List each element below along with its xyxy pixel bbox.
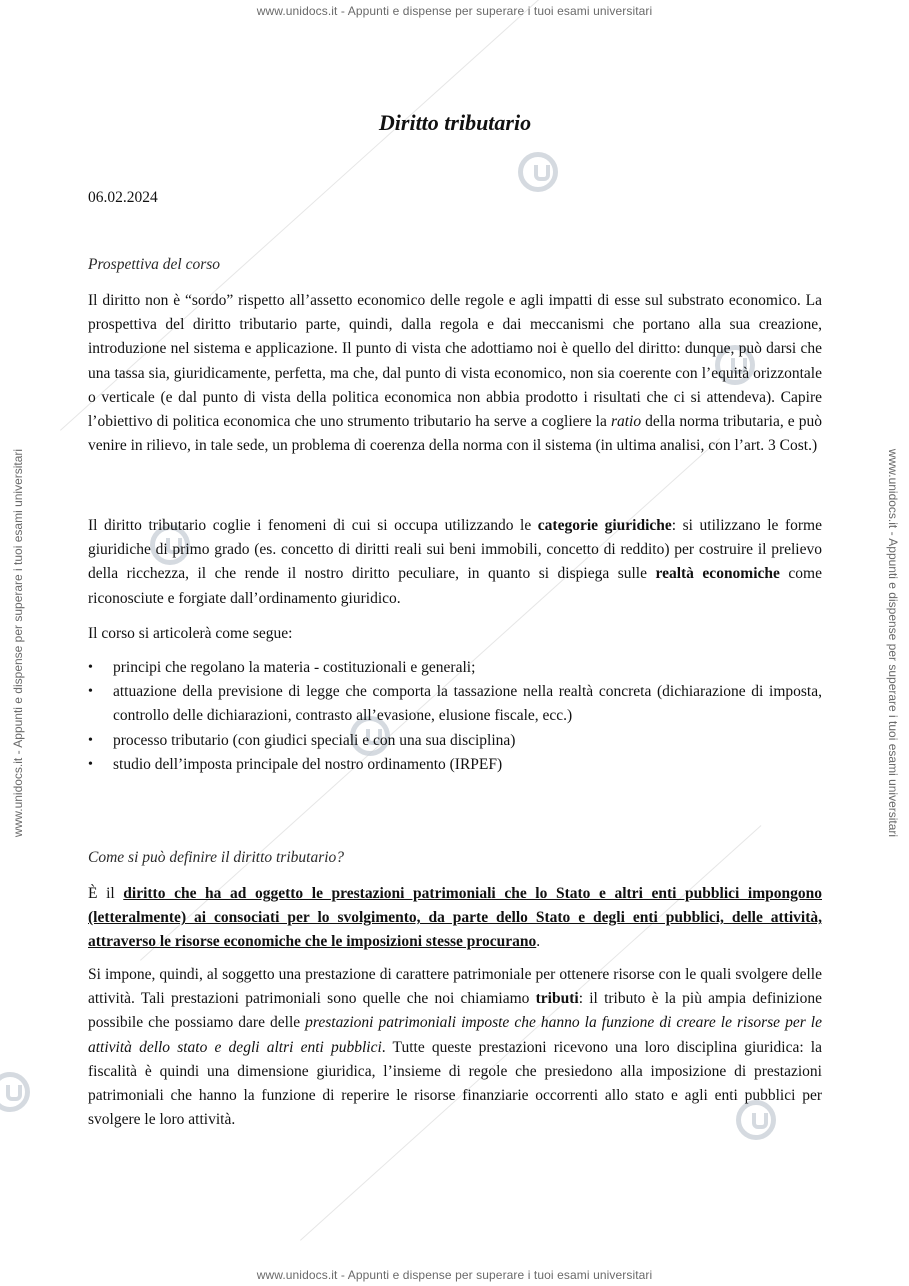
list-item: • attuazione della previsione di legge che comporta la tassazione nella realtà concreta (dichiarazione di imposta, controllo delle dichiarazioni, contrasto all’evasione, elusione fiscale, ecc.) (88, 680, 822, 728)
watermark-logo-icon (0, 1072, 30, 1112)
watermark-left: www.unidocs.it - Appunti e dispense per superare i tuoi esami universitari (11, 448, 25, 838)
paragraph-text: È il (88, 885, 124, 902)
paragraph-text: della norma tributaria, e può venire in rilievo, in tale sede, un problema di coerenza della norma con il sistema (in ultima analisi, con l’art. 3 Cost.) (88, 413, 822, 455)
watermark-logo-icon (518, 152, 558, 192)
paragraph-text: Il diritto non è “sordo” rispetto all’assetto economico delle regole e agli impatti di esse sul substrato economico. La prospettiva del diritto tributario parte, quindi, dalla regola e dai meccanismi che portano alla sua creazione, introduzione nel sistema e applicazione. Il punto di vista che adottiamo noi è quello del diritto: dunque, può darsi che una tassa sia, giuridicamente, perfetta, ma che, dal punto di vista economico, non sia coerente con l’equità orizzontale o verticale (e dal punto di vista della politica economica non abbia prodotto i risultati che ci si attendeva). Capire l’obiettivo di politica economica che uno strumento tributario ha serve a cogliere la (88, 292, 822, 431)
paragraph-text: . (536, 933, 541, 951)
paragraph-3 (88, 622, 822, 646)
paragraph-5 (88, 963, 822, 1132)
paragraph-text: : il tributo è la più ampia definizione possibile che possiamo dare delle (88, 990, 822, 1032)
paragraph-italic: prestazioni patrimoniali imposte che hanno la funzione di creare le risorse per le attività dello stato e degli altri enti pubblici (88, 1014, 822, 1056)
paragraph-bold: tributi (535, 990, 579, 1008)
paragraph-text: Si impone, quindi, al soggetto una prestazione di carattere patrimoniale per ottenere risorse con le quali svolgere delle attività. Tali prestazioni patrimoniali sono quelle che noi chiamiamo (88, 966, 822, 1008)
paragraph-text: . Tutte queste prestazioni ricevono una loro disciplina giuridica: la fiscalità è quindi una dimensione giuridica, l’insieme di regole che presiedono alla imposizione di prestazioni patrimoniali che hanno la funzione di reperire le risorse finanziarie occorrenti allo stato e agli enti pubblici per svolgere le loro attività. (88, 1038, 822, 1129)
page-title: Diritto tributario (378, 110, 532, 135)
paragraph-text: : si utilizzano le forme giuridiche di primo grado (es. concetto di diritti reali sui beni immobili, concetto di reddito) per costruire il prelievo della ricchezza, il che rende il nostro diritto peculiare, in quanto si dispiega sulle (88, 517, 822, 583)
paragraph-text: Il corso si articolerà come segue: (88, 625, 293, 642)
paragraph-4 (88, 882, 822, 955)
document-date: 06.02.2024 (88, 189, 158, 206)
section-heading: Prospettiva del corso (88, 256, 221, 273)
paragraph-2 (88, 514, 822, 611)
paragraph-1 (88, 289, 822, 458)
paragraph-bold: categorie giuridiche (537, 517, 672, 534)
paragraph-bold: realtà economiche (655, 565, 780, 583)
paragraph-text: Il diritto tributario coglie i fenomeni di cui si occupa utilizzando le (88, 517, 538, 534)
list-item: • processo tributario (con giudici speciali e con una sua disciplina) (88, 729, 822, 753)
bullet-list (88, 656, 822, 777)
paragraph-italic: ratio (610, 413, 642, 431)
watermark-top: www.unidocs.it - Appunti e dispense per superare i tuoi esami universitari (256, 4, 653, 18)
list-item: • principi che regolano la materia - costituzionali e generali; (88, 656, 822, 680)
watermark-right: www.unidocs.it - Appunti e dispense per superare i tuoi esami universitari (886, 448, 900, 838)
paragraph-underlined: diritto che ha ad oggetto le prestazioni patrimoniali che lo Stato e altri enti pubblici impongono (letteralmente) ai consociati per lo svolgimento, da parte dello Stato e degli enti pubblici, delle attività, attraverso le risorse economiche che le imposizioni stesse procurano (88, 885, 822, 951)
paragraph-text: come riconosciute e forgiate dall’ordinamento giuridico. (88, 565, 822, 607)
list-item: • studio dell’imposta principale del nostro ordinamento (IRPEF) (88, 753, 822, 777)
watermark-bottom: www.unidocs.it - Appunti e dispense per superare i tuoi esami universitari (256, 1268, 653, 1282)
section-heading: Come si può definire il diritto tributario? (88, 849, 345, 866)
